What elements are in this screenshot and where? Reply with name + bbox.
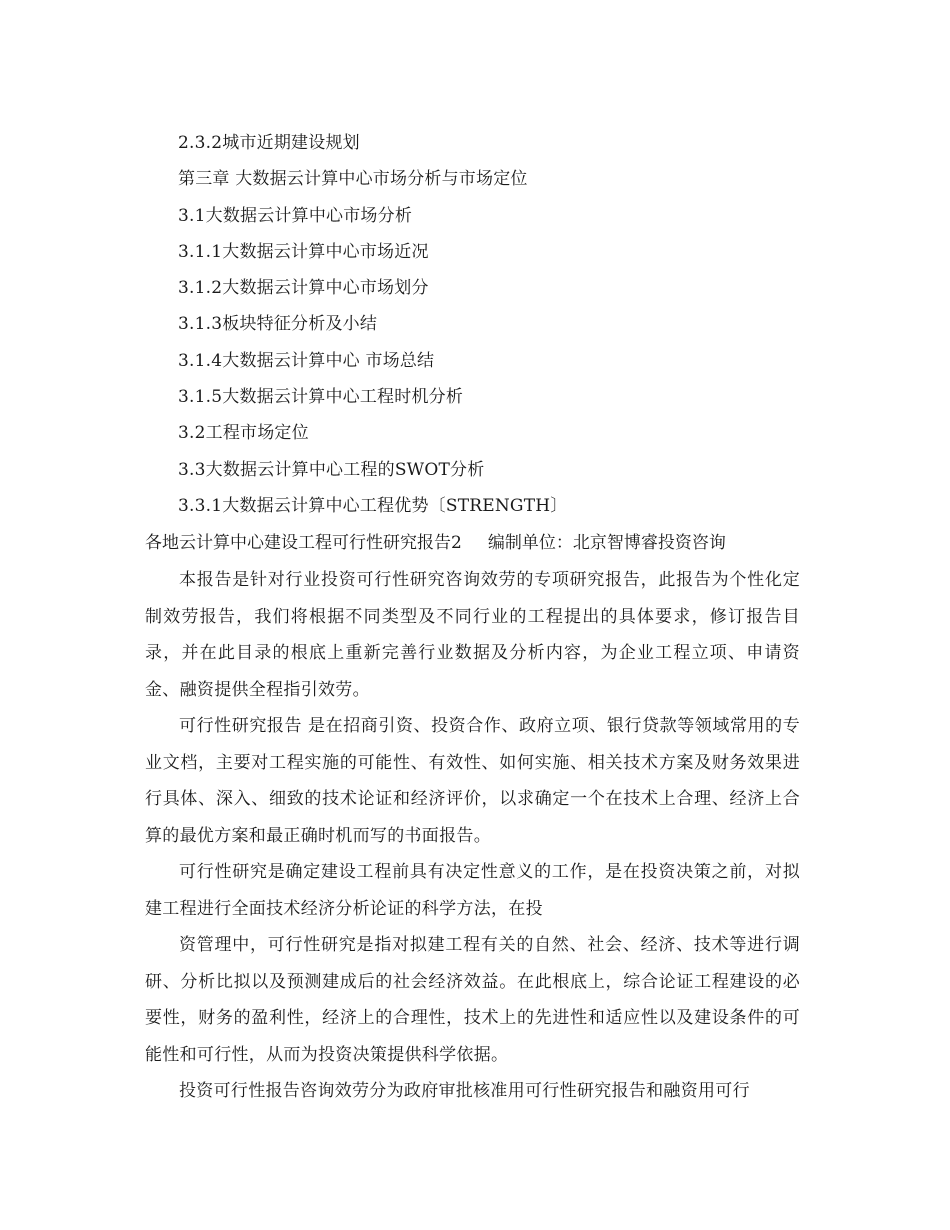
report-body	[145, 562, 800, 1110]
paragraph: 可行性研究报告 是在招商引资、投资合作、政府立项、银行贷款等领域常用的专业文档，主要对工程实施的可能性、有效性、如何实施、相关技术方案及财务效果进行具体、深入、细致的技术论证和经济评价，以求确定一个在技术上合理、经济上合算的最优方案和最正确时机而写的书面报告。	[145, 716, 800, 846]
toc-item: 2.3.2城市近期建设规划	[178, 133, 360, 153]
report-header	[145, 525, 805, 561]
paragraph: 投资可行性报告咨询效劳分为政府审批核准用可行性研究报告和融资用可行	[179, 1081, 750, 1101]
toc-item: 3.1大数据云计算中心市场分析	[178, 205, 413, 226]
toc-item: 第三章 大数据云计算中心市场分析与市场定位	[178, 169, 528, 190]
toc-item: 3.2工程市场定位	[178, 423, 309, 444]
paragraph: 资管理中，可行性研究是指对拟建工程有关的自然、社会、经济、技术等进行调研、分析比拟以及预测建成后的社会经济效益。在此根底上，综合论证工程建设的必要性，财务的盈利性，经济上的合理性，技术上的先进性和适应性以及建设条件的可能性和可行性，从而为投资决策提供科学依据。	[145, 935, 800, 1065]
toc-item: 3.3大数据云计算中心工程的SWOT分析	[178, 459, 485, 480]
toc-item: 3.1.4大数据云计算中心 市场总结	[178, 350, 435, 371]
toc-item: 3.1.1大数据云计算中心市场近况	[178, 241, 429, 262]
toc-item: 3.1.5大数据云计算中心工程时机分析	[178, 387, 464, 408]
toc-item: 3.3.1大数据云计算中心工程优势〔STRENGTH〕	[178, 495, 568, 516]
paragraph: 本报告是针对行业投资可行性研究咨询效劳的专项研究报告，此报告为个性化定制效劳报告，我们将根据不同类型及不同行业的工程提出的具体要求，修订报告目录，并在此目录的根底上重新完善行业数据及分析内容，为企业工程立项、申请资金、融资提供全程指引效劳。	[145, 570, 800, 700]
report-title: 各地云计算中心建设工程可行性研究报告2	[145, 533, 462, 553]
report-org: 编制单位：北京智博睿投资咨询	[487, 533, 726, 553]
table-of-contents	[0, 125, 950, 524]
paragraph: 可行性研究是确定建设工程前具有决定性意义的工作，是在投资决策之前，对拟建工程进行全面技术经济分析论证的科学方法，在投	[145, 862, 800, 919]
toc-item: 3.1.2大数据云计算中心市场划分	[178, 278, 429, 299]
toc-item: 3.1.3板块特征分析及小结	[178, 314, 378, 335]
